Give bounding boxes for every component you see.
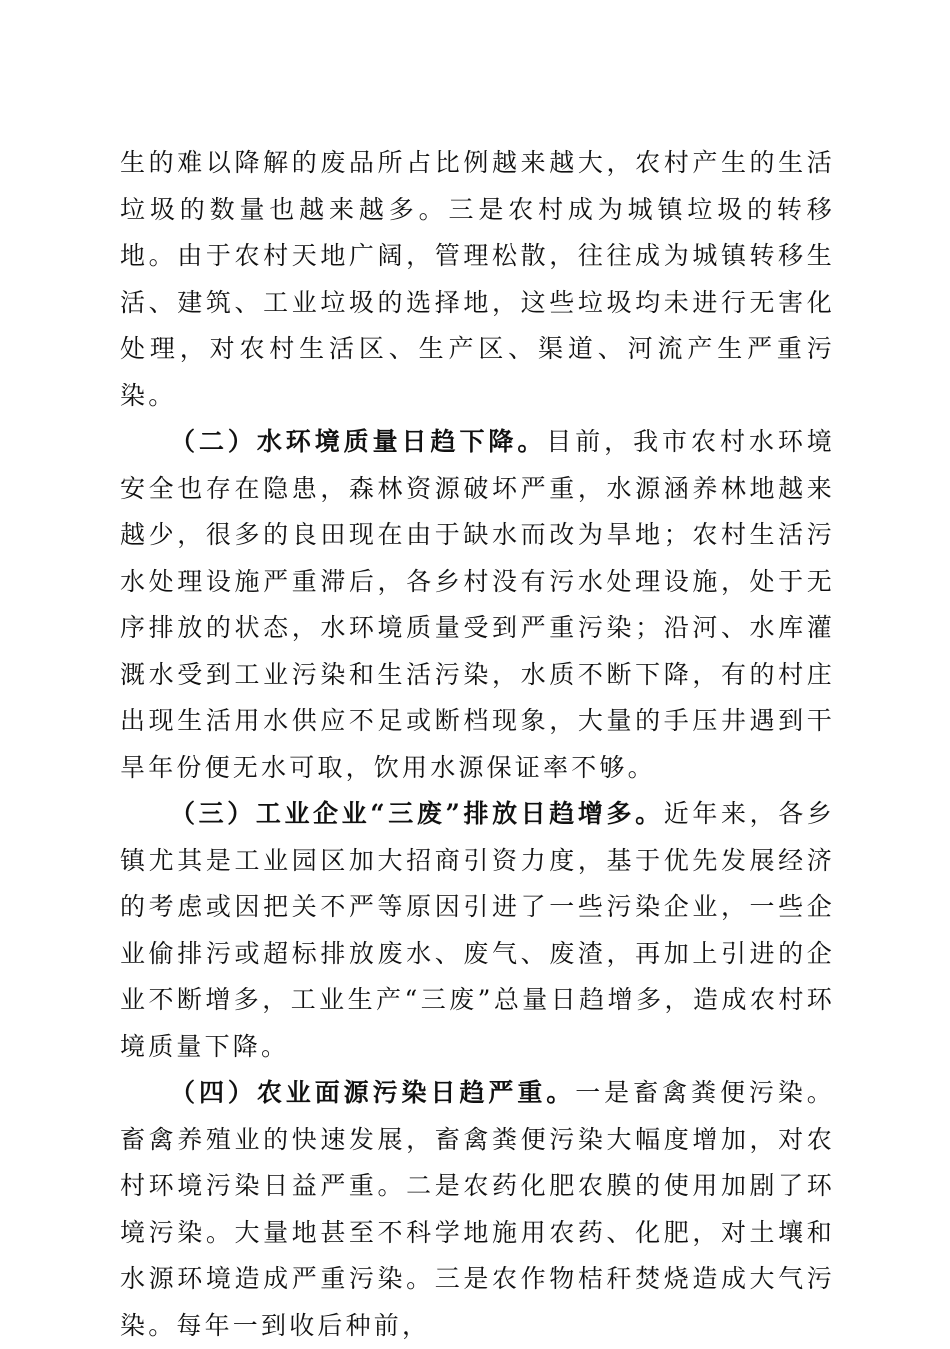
paragraph-text: 近年来，各乡镇尤其是工业园区加大招商引资力度，基于优先发展经济的考虑或因把关不严等原因引进了一些污染企业，一些企业偷排污或超标排放废水、废气、废渣，再加上引进的企业不断增多，工业生产“三废”总量日趋增多，造成农村环境质量下降。 [120, 799, 835, 1061]
document-body [120, 140, 835, 1349]
paragraph-text: 目前，我市农村水环境安全也存在隐患，森林资源破坏严重，水源涵养林地越来越少，很多的良田现在由于缺水而改为旱地；农村生活污水处理设施严重滞后，各乡村没有污水处理设施，处于无序排放的状态，水环境质量受到严重污染；沿河、水库灌溉水受到工业污染和生活污染，水质不断下降，有的村庄出现生活用水供应不足或断档现象，大量的手压井遇到干旱年份便无水可取，饮用水源保证率不够。 [120, 427, 835, 782]
paragraph-industrial-waste [120, 791, 835, 1070]
section-heading-agricultural: （四）农业面源污染日趋严重。 [170, 1078, 576, 1107]
paragraph-continuation [120, 140, 835, 419]
paragraph-text: 生的难以降解的废品所占比例越来越大，农村产生的生活垃圾的数量也越来越多。三是农村成为城镇垃圾的转移地。由于农村天地广阔，管理松散，往往成为城镇转移生活、建筑、工业垃圾的选择地，这些垃圾均未进行无害化处理，对农村生活区、生产区、渠道、河流产生严重污染。 [120, 148, 835, 410]
section-heading-water: （二）水环境质量日趋下降。 [170, 427, 547, 456]
section-heading-industrial: （三）工业企业“三废”排放日趋增多。 [170, 799, 664, 828]
paragraph-text: 一是畜禽粪便污染。畜禽养殖业的快速发展，畜禽粪便污染大幅度增加，对农村环境污染日益严重。二是农药化肥农膜的使用加剧了环境污染。大量地甚至不科学地施用农药、化肥，对土壤和水源环境造成严重污染。三是农作物桔秆焚烧造成大气污染。每年一到收后种前， [120, 1078, 835, 1340]
paragraph-agricultural-pollution [120, 1070, 835, 1349]
paragraph-water-environment [120, 419, 835, 791]
